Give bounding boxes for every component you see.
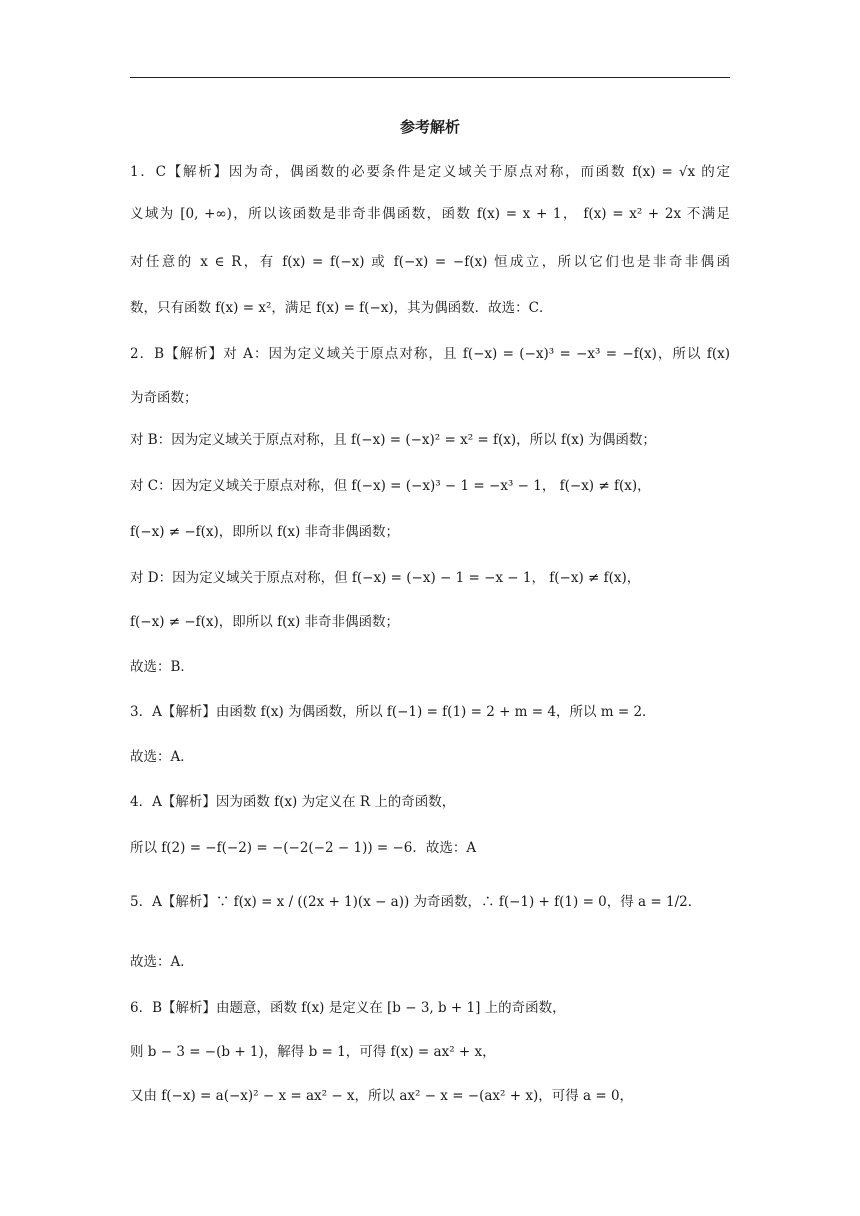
header-rule [130,77,730,78]
solution-line: 所以 f(2) = −f(−2) = −(−2(−2 − 1)) = −6．故选：A [130,840,477,856]
solution-line: 1．C【解析】因为奇，偶函数的必要条件是定义域关于原点对称，而函数 f(x) = √x 的定 [130,164,730,180]
solution-line: 义域为 [0, +∞)，所以该函数是非奇非偶函数，函数 f(x) = x + 1， f(x) = x² + 2x 不满足 [130,206,730,222]
page-title: 参考解析 [399,118,460,136]
solution-line: 数，只有函数 f(x) = x²，满足 f(x) = f(−x)，其为偶函数．故选：C． [130,300,553,316]
solution-line: 则 b − 3 = −(b + 1)，解得 b = 1，可得 f(x) = ax² + x， [130,1044,496,1060]
solution-line: f(−x) ≠ −f(x)，即所以 f(x) 非奇非偶函数； [130,524,400,540]
solution-line: 5．A【解析】∵ f(x) = x / ((2x + 1)(x − a)) 为奇函数，∴ f(−1) + f(1) = 0，得 a = 1/2． [130,894,702,910]
solution-line: f(−x) ≠ −f(x)，即所以 f(x) 非奇非偶函数； [130,614,400,630]
solution-line: 又由 f(−x) = a(−x)² − x = ax² − x，所以 ax² − x = −(ax² + x)，可得 a = 0， [130,1088,634,1104]
solution-line: 6．B【解析】由题意，函数 f(x) 是定义在 [b − 3, b + 1] 上的奇函数， [130,1000,566,1016]
solution-line: 对 D：因为定义域关于原点对称，但 f(−x) = (−x) − 1 = −x − 1， f(−x) ≠ f(x)， [130,570,641,586]
solution-line: 对任意的 x ∈ R，有 f(x) = f(−x) 或 f(−x) = −f(x) 恒成立，所以它们也是非奇非偶函 [130,254,730,270]
solution-line: 对 B：因为定义域关于原点对称，且 f(−x) = (−x)² = x² = f(x)，所以 f(x) 为偶函数； [130,432,656,448]
solution-line: 2．B【解析】对 A：因为定义域关于原点对称，且 f(−x) = (−x)³ = −x³ = −f(x)，所以 f(x) [130,346,730,362]
solution-line: 故选：A． [130,954,194,970]
solution-line: 对 C：因为定义域关于原点对称，但 f(−x) = (−x)³ − 1 = −x³ − 1， f(−x) ≠ f(x)， [130,478,651,494]
solution-line: 3．A【解析】由函数 f(x) 为偶函数，所以 f(−1) = f(1) = 2 + m = 4，所以 m = 2． [130,704,656,720]
solution-line: 故选：A． [130,749,194,765]
solution-line: 4．A【解析】因为函数 f(x) 为定义在 R 上的奇函数， [130,794,456,810]
solution-line: 故选：B． [130,659,194,675]
solution-line: 为奇函数； [130,390,198,406]
